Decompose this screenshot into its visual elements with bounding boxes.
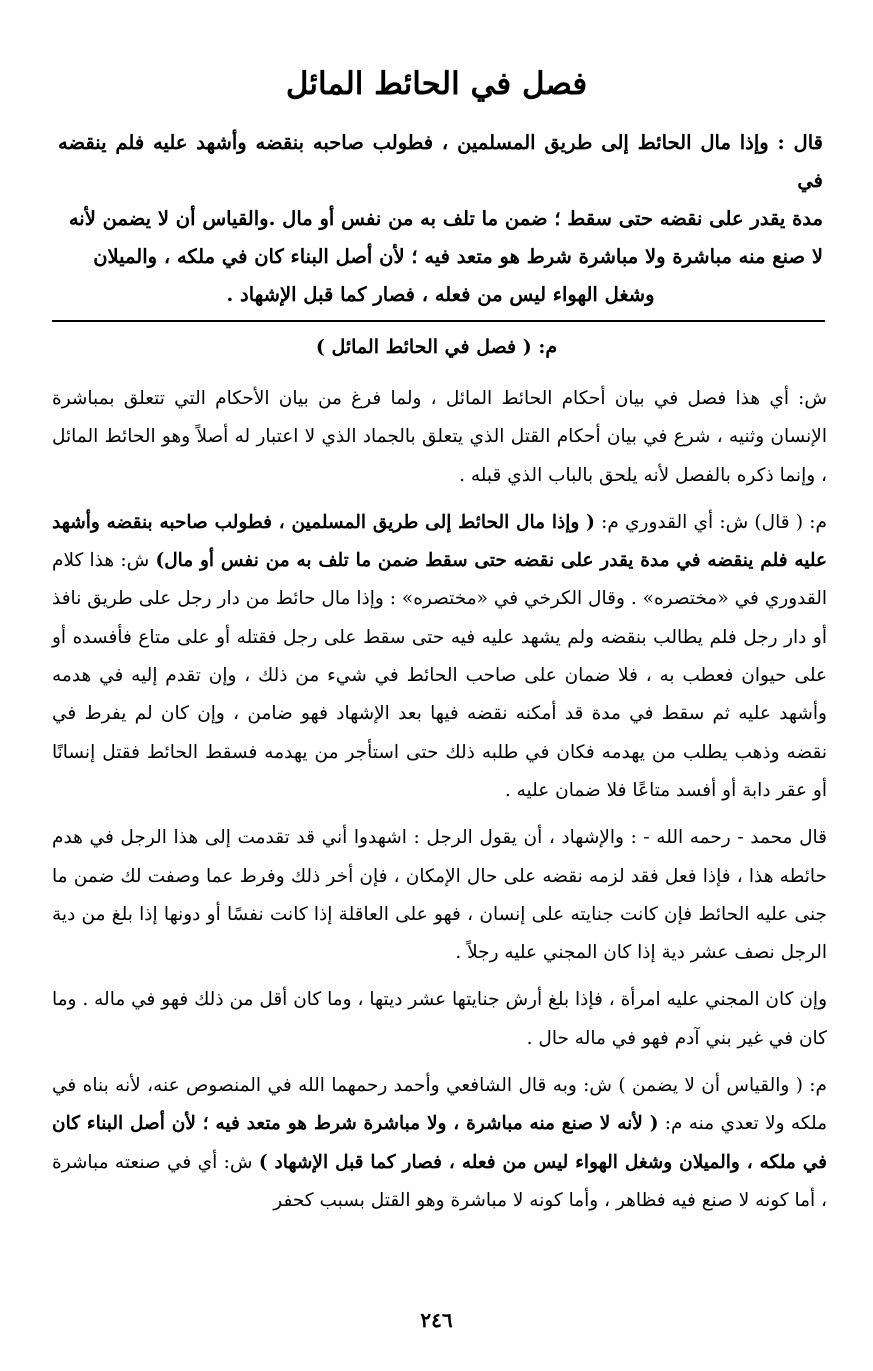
page-number: ٢٤٦ xyxy=(420,1308,453,1332)
quote-marker: م: ( والقياس أن لا يضمن ) ش: وبه قال الشافعي وأحمد رحمهما الله في المنصوص عنه، لأنه بناه في ملكه ولا تعدي منه م: xyxy=(52,1075,828,1135)
quoted-matn: ( وإذا مال الحائط إلى طريق المسلمين ، فطولب صاحبه بنقضه وأشهد عليه فلم ينقضه في مدة يقدر على نقضه حتى سقط ضمن ما تلف به من نفس أو مال) xyxy=(52,511,827,572)
matn-text xyxy=(58,124,823,314)
commentary-heading: م: ( فصل في الحائط المائل ) xyxy=(315,336,558,358)
matn-line: قال : وإذا مال الحائط إلى طريق المسلمين ، فطولب صاحبه بنقضه وأشهد عليه فلم ينقضه في xyxy=(58,131,823,192)
commentary-paragraph: قال محمد - رحمه الله - : والإشهاد ، أن يقول الرجل : اشهدوا أني قد تقدمت إلى هذا الرجل في هدم حائطه هذا ، فإذا فعل فقد لزمه نقضه على حال الإمكان ، فإن أخر ذلك وفرط عما وصفت لك ضمن ما جنى عليه الحائط فإن كانت جنايته على إنسان ، فهو على العاقلة إذا كانت نفسًا أو دونها إذا بلغ من دية الرجل نصف عشر دية إذا كان المجني عليه رجلاً . xyxy=(52,827,827,964)
page-title: فصل في الحائط المائل xyxy=(285,66,588,102)
quoted-matn: ( لأنه لا صنع منه مباشرة ، ولا مباشرة شرط هو متعد فيه ؛ لأن أصل البناء كان في ملكه ، والميلان وشغل الهواء ليس من فعله ، فصار كما قبل الإشهاد ) xyxy=(52,1113,828,1173)
commentary-body: ش: هذا كلام القدوري في «مختصره» . وقال الكرخي في «مختصره» : وإذا مال حائط من دار رجل على طريق نافذ أو دار رجل فلم يطالب بنقضه ولم يشهد عليه فيه حتى سقط على رجل فقتله أو على متاع فأفسده أو على حيوان فعطب به ، فلا ضمان على صاحب الحائط في شيء من ذلك ، وإن تقدم إليه في هدمه وأشهد عليه ثم سقط في مدة قد أمكنه نقضه فيها بعد الإشهاد فهو ضامن ، وإن كان لم يفرط في نقضه وذهب يطلب من يهدمه فكان في طلبه ذلك حتى استأجر من يهدمه فسقط الحائط فقتل إنسانًا أو عقر دابة أو أفسد متاعًا فلا ضمان عليه . xyxy=(52,550,827,801)
commentary-paragraph xyxy=(52,1067,827,1220)
commentary-text xyxy=(52,380,827,1229)
commentary-paragraph xyxy=(52,504,827,810)
commentary-paragraph: ش: أي هذا فصل في بيان أحكام الحائط المائل ، ولما فرغ من بيان الأحكام التي تتعلق بمباشرة الإنسان وثنيه ، شرع في بيان أحكام القتل الذي يتعلق بالجماد الذي لا اعتبار له أصلاً وهو الحائط المائل ، وإنما ذكره بالفصل لأنه يلحق بالباب الذي قبله . xyxy=(52,388,827,486)
matn-line: لا صنع منه مباشرة ولا مباشرة شرط هو متعد فيه ؛ لأن أصل البناء كان في ملكه ، والميلان xyxy=(93,245,823,268)
quote-marker: م: ( قال) ش: أي القدوري م: xyxy=(594,511,827,533)
matn-line: وشغل الهواء ليس من فعله ، فصار كما قبل الإشهاد . xyxy=(226,283,655,306)
commentary-paragraph: وإن كان المجني عليه امرأة ، فإذا بلغ أرش جنايتها عشر ديتها ، وما كان أقل من ذلك فهو في ماله . وما كان في غير بني آدم فهو في ماله حال . xyxy=(52,989,827,1049)
separator-rule xyxy=(52,320,825,322)
commentary-body: ش: أي في صنعته مباشرة ، أما كونه لا صنع فيه فظاهر ، وأما كونه لا مباشرة وهو القتل بسبب كحفر xyxy=(52,1151,827,1211)
matn-line: مدة يقدر على نقضه حتى سقط ؛ ضمن ما تلف به من نفس أو مال .والقياس أن لا يضمن لأنه xyxy=(68,207,823,230)
